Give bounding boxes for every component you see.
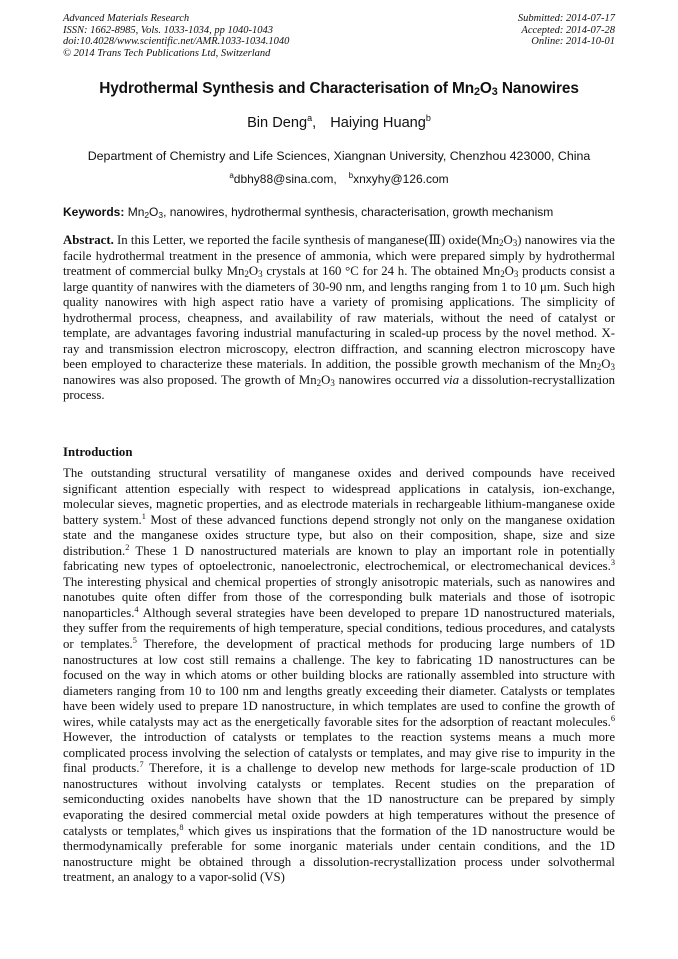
submitted-date: Submitted: 2014-07-17 [517,13,615,24]
issn-line: ISSN: 1662-8985, Vols. 1033-1034, pp 1040-1043 [63,24,273,36]
journal-header-right [518,13,615,48]
accepted-date: Accepted: 2014-07-28 [521,24,615,36]
email-2: xnxyhy@126.com [353,172,449,186]
author-2: Haiying Huang [330,115,426,131]
author-list: Bin Deng$^a$, Haiying Huang$^b$ [247,113,431,131]
email-1: dbhy88@sina.com, [233,172,337,186]
journal-header-left [63,13,289,59]
citation-ref: 6 [610,713,615,723]
citation-ref: 7 [139,760,144,770]
keywords-label: Keywords: [63,205,125,219]
doi-line: doi:10.4028/www.scientific.net/AMR.1033-1034.1040 [63,36,290,48]
introduction-text: The outstanding structural versatility of manganese oxides and derived compounds have received significant attention especially with respect to widespread applications in catalysis, ion-exchange, molecular sieves, magnetic properties, and as electrode materials in rechargeable lithium-manganese oxide battery system.$^1$ Most of these advanced functions depend strongly not only on the manganese oxidation state and the manganese oxides structure type, but also on their composition, shape, size and size distribution.$^2$ These 1 D nanostructured materials are known to play an important role in potentially fabricating new types of optoelectronic, nanoelectronic, electrochemical, or electromechanical devices.$^3$ The interesting physical and chemical properties of strongly anisotropic materials, such as nanowires and nanotubes quite often differ from those of the corresponding bulk materials and those of isotropic nanoparticles.$^4$ Although several strategies have been developed to prepare 1D nanostructured materials, they suffer from the requirements of high temperature, special conditions, tedious procedures, and catalysts or templates.$^5$ Therefore, the development of practical methods for producing large numbers of 1D nanostructures at low cost still remains a challenge. The key to fabricating 1D nanostructures can be focused on the way in which atoms or other building blocks are rationally assembled into structure with diameters ranging from 10 to 100 nm and lengths greatly exceeding their diameter. Catalysts or templates have been widely used to prepare 1D nanostructure, in which templates are used to confine the growth of wires, while catalysts may act as the energetically favorable sites for the adsorption of reactant molecules.$^6$ However, the introduction of catalysts or templates to the reaction systems means a much more complicated process involving the selection of catalysts or templates, and may give rise to impurity in the final products.$^7$ Therefore, it is a challenge to develop new methods for large-scale production of 1D nanostructures without involving catalysts or templates. Recent studies on the preparation of semiconducting oxides nanobelts have shown that the 1D nanostructure can be prepared by simply evaporating the desired commercial metal oxide powders at high temperatures without the presence of catalysts or templates,$^8$ which gives us inspirations that the formation of the 1D nanostructure would be thermodynamically preferable for some inorganic materials under centain conditions, and the 1D nanostructure might be obtained through a dissolution-recrystallization process under solvothermal treatment, an analogy to a vapor-solid (VS) [63,466,615,885]
citation-ref: 4 [134,604,139,614]
abstract-label: Abstract. [63,233,114,247]
copyright-line: © 2014 Trans Tech Publications Ltd, Switzerland [63,47,271,59]
abstract: Abstract. In this Letter, we reported the facile synthesis of manganese(Ⅲ) $oxide(Mn_2O_3)$ nanowires via the facile hydrothermal treatment in the presence of ammonia, which were prepared simply by hydrothermal treatment of commercial bulky $Mn_2O_3$ crystals at 160 °C for 24 h. The obtained $Mn_2O_3$ products consist a large quantity of nanwires with the diameters of 30-90 nm, and lengths ranging from 1 to 10 μm. Such high quality nanowires with high aspect ratio have a variety of promising applications. The simplicity of hydrothermal process, cheapness, and availability of raw materials, without the need of catalyst or template, are advantages favoring industrial manufacturing in scaled-up process by the novel method. X-ray and transmission electron microscopy, electron diffraction, and scanning electron microscopy have been employed to characterize these materials. In addition, the possible growth mechanism of the $Mn_2O_3$ nanowires was also proposed. The growth of $Mn_2O_3$ nanowires occurred via a dissolution-recrystallization process. [63,233,615,403]
keywords: Keywords: $Mn_2O_3$, nanowires, hydrothermal synthesis, characterisation, growth mechanism [63,205,554,220]
paper-title: Hydrothermal Synthesis and Characterisation of $Mn_2O_3$ Nanowires [99,80,579,98]
online-date: Online: 2014-10-01 [531,36,615,48]
citation-ref: 2 [125,542,130,552]
author-1: Bin Deng [247,115,308,131]
affiliation: Department of Chemistry and Life Sciences, Xiangnan University, Chenzhou 423000, China [87,149,591,163]
citation-ref: 5 [132,636,137,646]
section-heading-introduction: Introduction [63,445,133,459]
citation-ref: 3 [610,558,615,568]
journal-name: Advanced Materials Research [63,13,190,24]
author-emails: $^a$dbhy88@sina.com, $^b$xnxyhy@126.com [229,171,449,186]
citation-ref: 1 [141,511,146,521]
citation-ref: 8 [179,822,184,832]
